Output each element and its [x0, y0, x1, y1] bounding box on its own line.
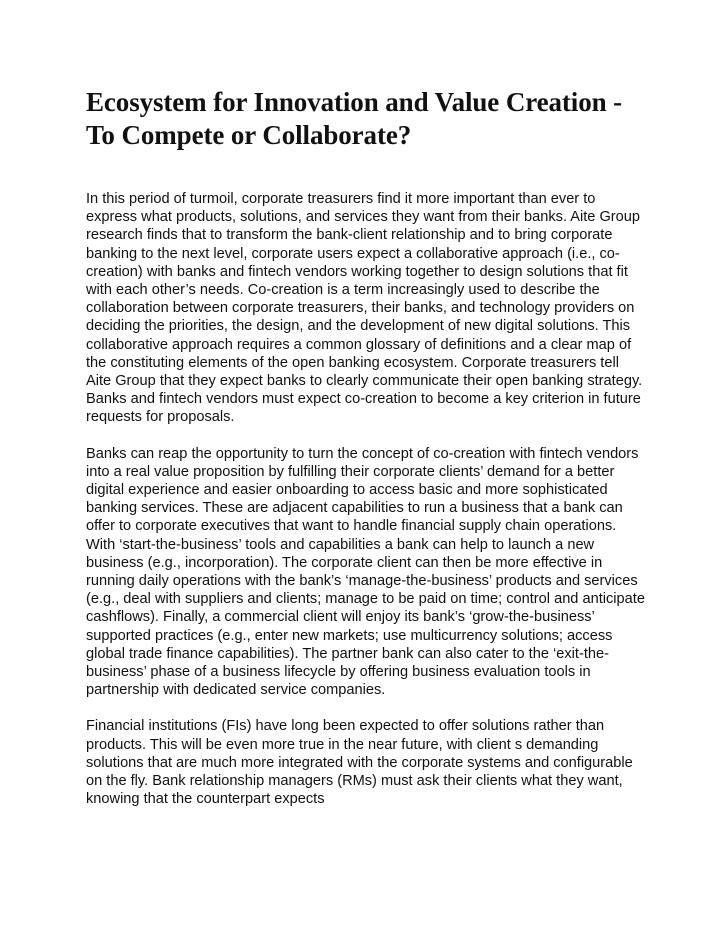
paragraph-co-creation: In this period of turmoil, corporate treasurers find it more important than ever to express what products, solutions, and services they want from their banks. Aite Group research finds that to transform the bank-client relationship and to bring corporate banking to the next level, corporate users expect a collaborative approach (i.e., co-creation) with banks and fintech vendors working together to design solutions that fit with each other’s needs. Co-creation is a term increasingly used to describe the collaboration between corporate treasurers, their banks, and technology providers on deciding the priorities, the design, and the development of new digital solutions. This collaborative approach requires a common glossary of definitions and a clear map of the constituting elements of the open banking ecosystem. Corporate treasurers tell Aite Group that they expect banks to clearly communicate their open banking strategy. Banks and fintech vendors must expect co-creation to become a key criterion in future requests for proposals. — [86, 191, 643, 426]
document-title: Ecosystem for Innovation and Value Creation - To Compete or Collaborate? — [86, 87, 623, 150]
paragraph-business-lifecycle: Banks can reap the opportunity to turn the concept of co-creation with fintech vendors into a real value proposition by fulfilling their corporate clients’ demand for a better digital experience and easier onboarding to access basic and more sophisticated banking services. These are adjacent capabilities to run a business that a bank can offer to corporate executives that want to handle financial supply chain operations. With ‘start-the-business’ tools and capabilities a bank can help to launch a new business (e.g., incorporation). The corporate client can then be more effective in running daily operations with the bank’s ‘manage-the-business’ products and services (e.g., deal with suppliers and clients; manage to be paid on time; control and anticipate cashflows). Finally, a commercial client will enjoy its bank’s ‘grow-the-business’ supported practices (e.g., enter new markets; use multicurrency solutions; access global trade finance capabilities). The partner bank can also cater to the ‘exit-the-business’ phase of a business lifecycle by offering business evaluation tools in partnership with dedicated service companies. — [86, 445, 645, 699]
document-page — [86, 86, 646, 827]
paragraph-financial-institutions: Financial institutions (FIs) have long been expected to offer solutions rather than products. This will be even more true in the near future, with client s demanding solutions that are much more integrated with the corporate systems and configurable on the fly. Bank relationship managers (RMs) must ask their clients what they want, knowing that the counterpart expects — [86, 718, 633, 808]
